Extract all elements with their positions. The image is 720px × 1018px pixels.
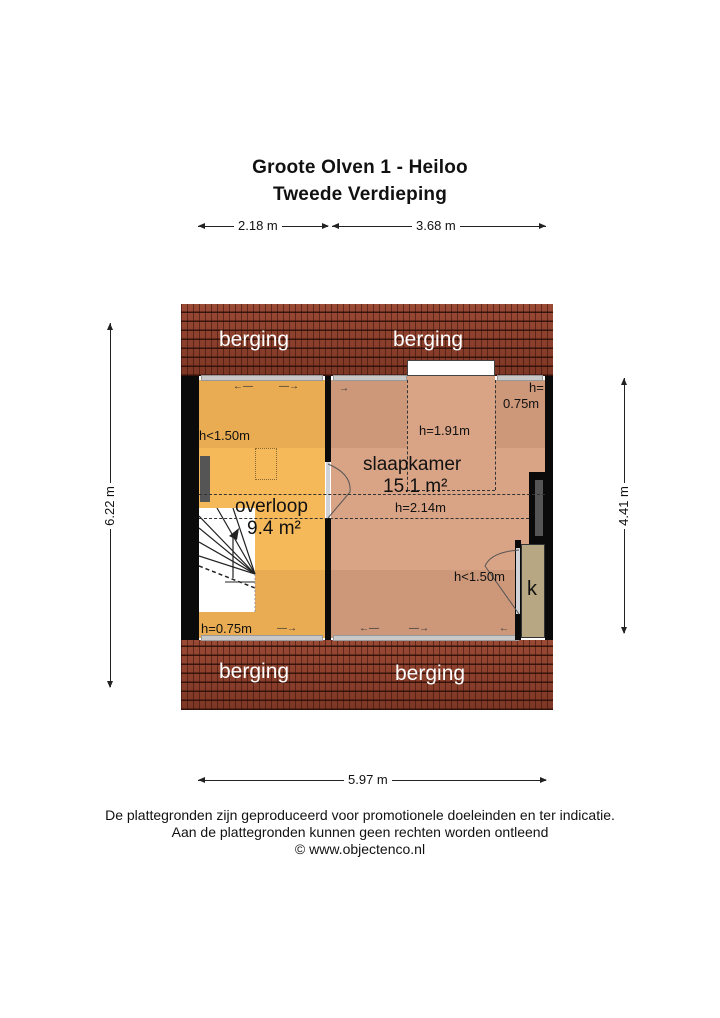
wall-right (545, 376, 553, 640)
window-arrow-icon: —→ (277, 623, 297, 634)
slaapkamer-area: 15.1 m² (383, 476, 448, 497)
window-arrow-icon: ← (499, 623, 509, 634)
overloop-area: 9.4 m² (247, 518, 301, 539)
wall-middle-upper (325, 376, 331, 462)
storage-label-bottom-right: berging (395, 662, 466, 685)
window-arrow-icon: —→ (279, 381, 299, 392)
disclaimer-line1: De plattegronden zijn geproduceerd voor promotionele doeleinden en ter indicatie. (105, 807, 615, 823)
arrow-right-icon (539, 223, 546, 229)
storage-label-bottom-left: berging (219, 660, 290, 683)
height-line-upper (199, 494, 545, 495)
copyright-link[interactable]: © www.objectenco.nl (294, 841, 426, 857)
arrow-right-icon (540, 777, 547, 783)
floorplan (181, 304, 553, 710)
slaapkamer-corner-height-line2: 0.75m (503, 396, 540, 411)
door-swing-icon (326, 462, 356, 520)
plan-title: Groote Olven 1 - Heiloo (252, 157, 468, 178)
slaapkamer-corner-height-line1: h= (529, 380, 544, 395)
wall-left (181, 376, 199, 640)
dimension-label: 3.68 m (412, 219, 460, 233)
dimension-left-vertical (103, 323, 117, 688)
roof-window-overloop-top (201, 375, 323, 381)
arrow-down-icon (621, 627, 627, 634)
overloop-height-bottom: h=0.75m (201, 621, 252, 636)
arrow-right-icon (322, 223, 329, 229)
roof-window-slaapkamer-top-left (333, 375, 407, 381)
slaapkamer-name: slaapkamer (363, 454, 462, 475)
roof-window-slaapkamer-bottom (333, 635, 519, 641)
overloop-height-top: h<1.50m (199, 428, 250, 443)
arrow-down-icon (107, 681, 113, 688)
dimension-label: 6.22 m (103, 483, 117, 529)
window-arrow-icon: → (339, 383, 349, 394)
closet-label: k (527, 578, 537, 600)
window-arrow-icon: —→ (409, 623, 429, 634)
dimension-right-vertical (617, 378, 631, 634)
disclaimer-line2: Aan de plattegronden kunnen geen rechten worden ontleend (171, 824, 549, 840)
dimension-top-right (332, 219, 547, 233)
window-arrow-icon: ←— (359, 623, 379, 634)
dimension-label: 2.18 m (234, 219, 282, 233)
dormer-line-right (495, 380, 496, 490)
wall-middle-lower (325, 518, 331, 640)
floor-subtitle: Tweede Verdieping (272, 184, 448, 205)
window-arrow-icon: ←— (233, 381, 253, 392)
dimension-top-left (198, 219, 330, 233)
slaapkamer-low-height: h<1.50m (454, 569, 505, 584)
slaapkamer-dormer-height: h=1.91m (419, 423, 470, 438)
dormer-window (407, 360, 495, 376)
storage-label-top-left: berging (219, 328, 290, 351)
chimney-right (535, 480, 543, 536)
overloop-name: overloop (235, 496, 308, 517)
dimension-label: 5.97 m (344, 773, 392, 787)
dimension-bottom (198, 773, 548, 787)
dimension-label: 4.41 m (617, 483, 631, 529)
chimney-left (200, 456, 210, 502)
storage-label-top-right: berging (393, 328, 464, 351)
slaapkamer-ridge-height: h=2.14m (395, 500, 446, 515)
roof-hatch[interactable] (255, 448, 277, 480)
